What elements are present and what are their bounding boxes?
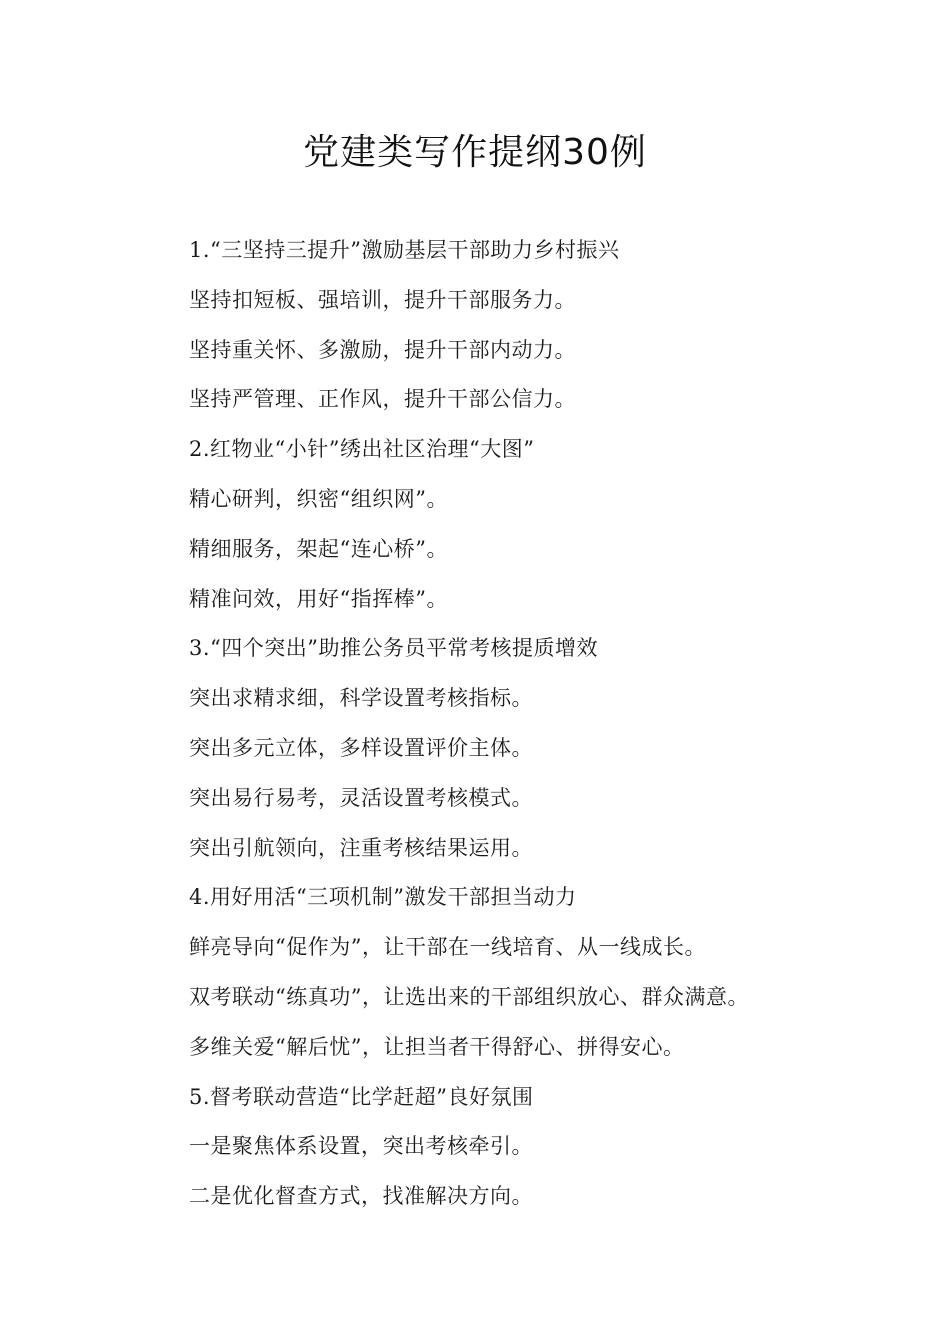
outline-point: 精细服务，架起“连心桥”。	[189, 536, 448, 561]
outline-heading-5: 5.督考联动营造“比学赶超”良好氛围	[189, 1084, 534, 1109]
outline-point: 坚持扣短板、强培训，提升干部服务力。	[189, 287, 576, 312]
outline-heading-3: 3.“四个突出”助推公务员平常考核提质增效	[189, 636, 599, 661]
outline-point: 坚持重关怀、多激励，提升干部内动力。	[189, 337, 576, 362]
outline-point: 精心研判，织密“组织网”。	[189, 486, 448, 511]
outline-point: 坚持严管理、正作风，提升干部公信力。	[189, 387, 576, 412]
outline-point: 鲜亮导向“促作为”，让干部在一线培育、从一线成长。	[189, 935, 706, 960]
outline-point: 多维关爱“解后忧”，让担当者干得舒心、拼得安心。	[189, 1034, 685, 1059]
outline-point: 突出多元立体，多样设置评价主体。	[189, 735, 533, 760]
outline-point: 突出引航领向，注重考核结果运用。	[189, 835, 533, 860]
outline-point: 突出易行易考，灵活设置考核模式。	[189, 785, 533, 810]
outline-point: 精准问效，用好“指挥棒”。	[189, 586, 448, 611]
outline-point: 双考联动“练真功”，让选出来的干部组织放心、群众满意。	[189, 984, 749, 1009]
outline-heading-2: 2.红物业“小针”绣出社区治理“大图”	[189, 437, 535, 462]
outline-point: 突出求精求细，科学设置考核指标。	[189, 686, 533, 711]
outline-heading-1: 1.“三坚持三提升”激励基层干部助力乡村振兴	[189, 238, 620, 262]
outline-heading-4: 4.用好用活“三项机制”激发干部担当动力	[189, 885, 577, 910]
document-title: 党建类写作提纲30例	[303, 132, 647, 173]
outline-point: 一是聚焦体系设置，突出考核牵引。	[189, 1134, 533, 1159]
outline-list	[189, 232, 909, 1228]
outline-point: 二是优化督查方式，找准解决方向。	[189, 1184, 533, 1209]
